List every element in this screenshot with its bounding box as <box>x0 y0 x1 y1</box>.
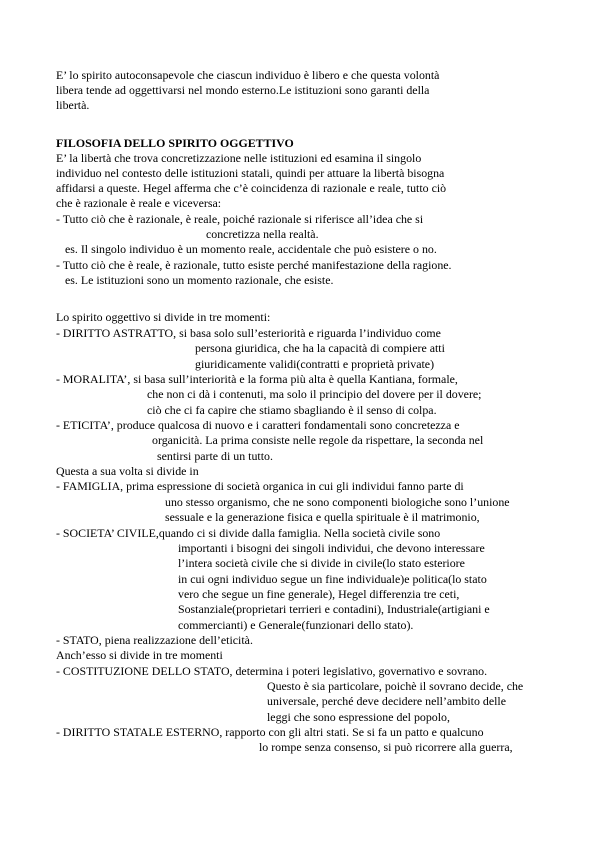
text-line: lo rompe senza consenso, si può ricorrere alla guerra, <box>259 740 513 754</box>
text-line: libertà. <box>56 98 90 112</box>
text-line: individuo nel contesto delle istituzioni statali, quindi per attuare la libertà bisogna <box>56 166 445 180</box>
text-line: es. Il singolo individuo è un momento reale, accidentale che può esistere o no. <box>65 242 437 256</box>
text-line: che non ci dà i contenuti, ma solo il principio del dovere per il dovere; <box>147 387 482 401</box>
section-heading: FILOSOFIA DELLO SPIRITO OGGETTIVO <box>56 136 294 150</box>
text-line: ciò che ci fa capire che stiamo sbagliando è il senso di colpa. <box>147 403 437 417</box>
text-line: l’intera società civile che si divide in civile(lo stato esteriore <box>178 556 465 570</box>
text-line: - Tutto ciò che è reale, è razionale, tutto esiste perché manifestazione della ragione. <box>56 258 452 272</box>
text-line: Sostanziale(proprietari terrieri e contadini), Industriale(artigiani e <box>178 602 490 616</box>
text-line: organicità. La prima consiste nelle regole da rispettare, la seconda nel <box>152 433 484 447</box>
text-line: commercianti) e Generale(funzionari dello stato). <box>178 618 414 632</box>
text-line: giuridicamente validi(contratti e proprietà private) <box>195 357 435 371</box>
text-line: sentirsi parte di un tutto. <box>157 449 273 463</box>
text-line: universale, perché deve decidere nell’ambito delle <box>267 694 507 708</box>
text-line: - STATO, piena realizzazione dell’eticità. <box>56 633 253 647</box>
text-line: uno stesso organismo, che ne sono componenti biologiche sono l’unione <box>165 495 510 509</box>
text-line: concretizza nella realtà. <box>206 227 319 241</box>
text-line: - DIRITTO STATALE ESTERNO, rapporto con gli altri stati. Se si fa un patto e qualcuno <box>56 725 484 739</box>
text-line: E’ la libertà che trova concretizzazione nelle istituzioni ed esamina il singolo <box>56 151 422 165</box>
text-line: persona giuridica, che ha la capacità di compiere atti <box>195 341 445 355</box>
text-line: - Tutto ciò che è razionale, è reale, poiché razionale si riferisce all’idea che si <box>56 212 424 226</box>
text-line: - DIRITTO ASTRATTO, si basa solo sull’esteriorità e riguarda l’individuo come <box>56 326 441 340</box>
text-line: vero che segue un fine generale), Hegel differenzia tre ceti, <box>178 587 460 601</box>
text-line: leggi che sono espressione del popolo, <box>267 710 450 724</box>
text-line: libera tende ad oggettivarsi nel mondo esterno.Le istituzioni sono garanti della <box>56 83 430 97</box>
text-line: Questo è sia particolare, poichè il sovrano decide, che <box>267 679 524 693</box>
text-line: E’ lo spirito autoconsapevole che ciascun individuo è libero e che questa volontà <box>56 68 440 82</box>
text-line: - SOCIETA’ CIVILE,quando ci si divide dalla famiglia. Nella società civile sono <box>56 526 441 540</box>
text-line: che è razionale è reale e viceversa: <box>56 196 222 210</box>
text-line: Questa a sua volta si divide in <box>56 464 199 478</box>
text-line: Anch’esso si divide in tre momenti <box>56 648 223 662</box>
text-line: - COSTITUZIONE DELLO STATO, determina i poteri legislativo, governativo e sovrano. <box>56 664 488 678</box>
text-line: in cui ogni individuo segue un fine individuale)e politica(lo stato <box>178 572 487 586</box>
text-line: importanti i bisogni dei singoli individui, che devono interessare <box>178 541 485 555</box>
text-line: - ETICITA’, produce qualcosa di nuovo e i caratteri fondamentali sono concretezza e <box>56 418 460 432</box>
text-line: affidarsi a queste. Hegel afferma che c’è coincidenza di razionale e reale, tutto ciò <box>56 181 447 195</box>
text-line: es. Le istituzioni sono un momento razionale, che esiste. <box>65 273 334 287</box>
text-line: - MORALITA’, si basa sull’interiorità e la forma più alta è quella Kantiana, formale, <box>56 372 458 386</box>
text-line: sessuale e la generazione fisica e quella spirituale è il matrimonio, <box>165 510 480 524</box>
text-line: Lo spirito oggettivo si divide in tre momenti: <box>56 310 271 324</box>
text-line: - FAMIGLIA, prima espressione di società organica in cui gli individui fanno parte di <box>56 479 464 493</box>
